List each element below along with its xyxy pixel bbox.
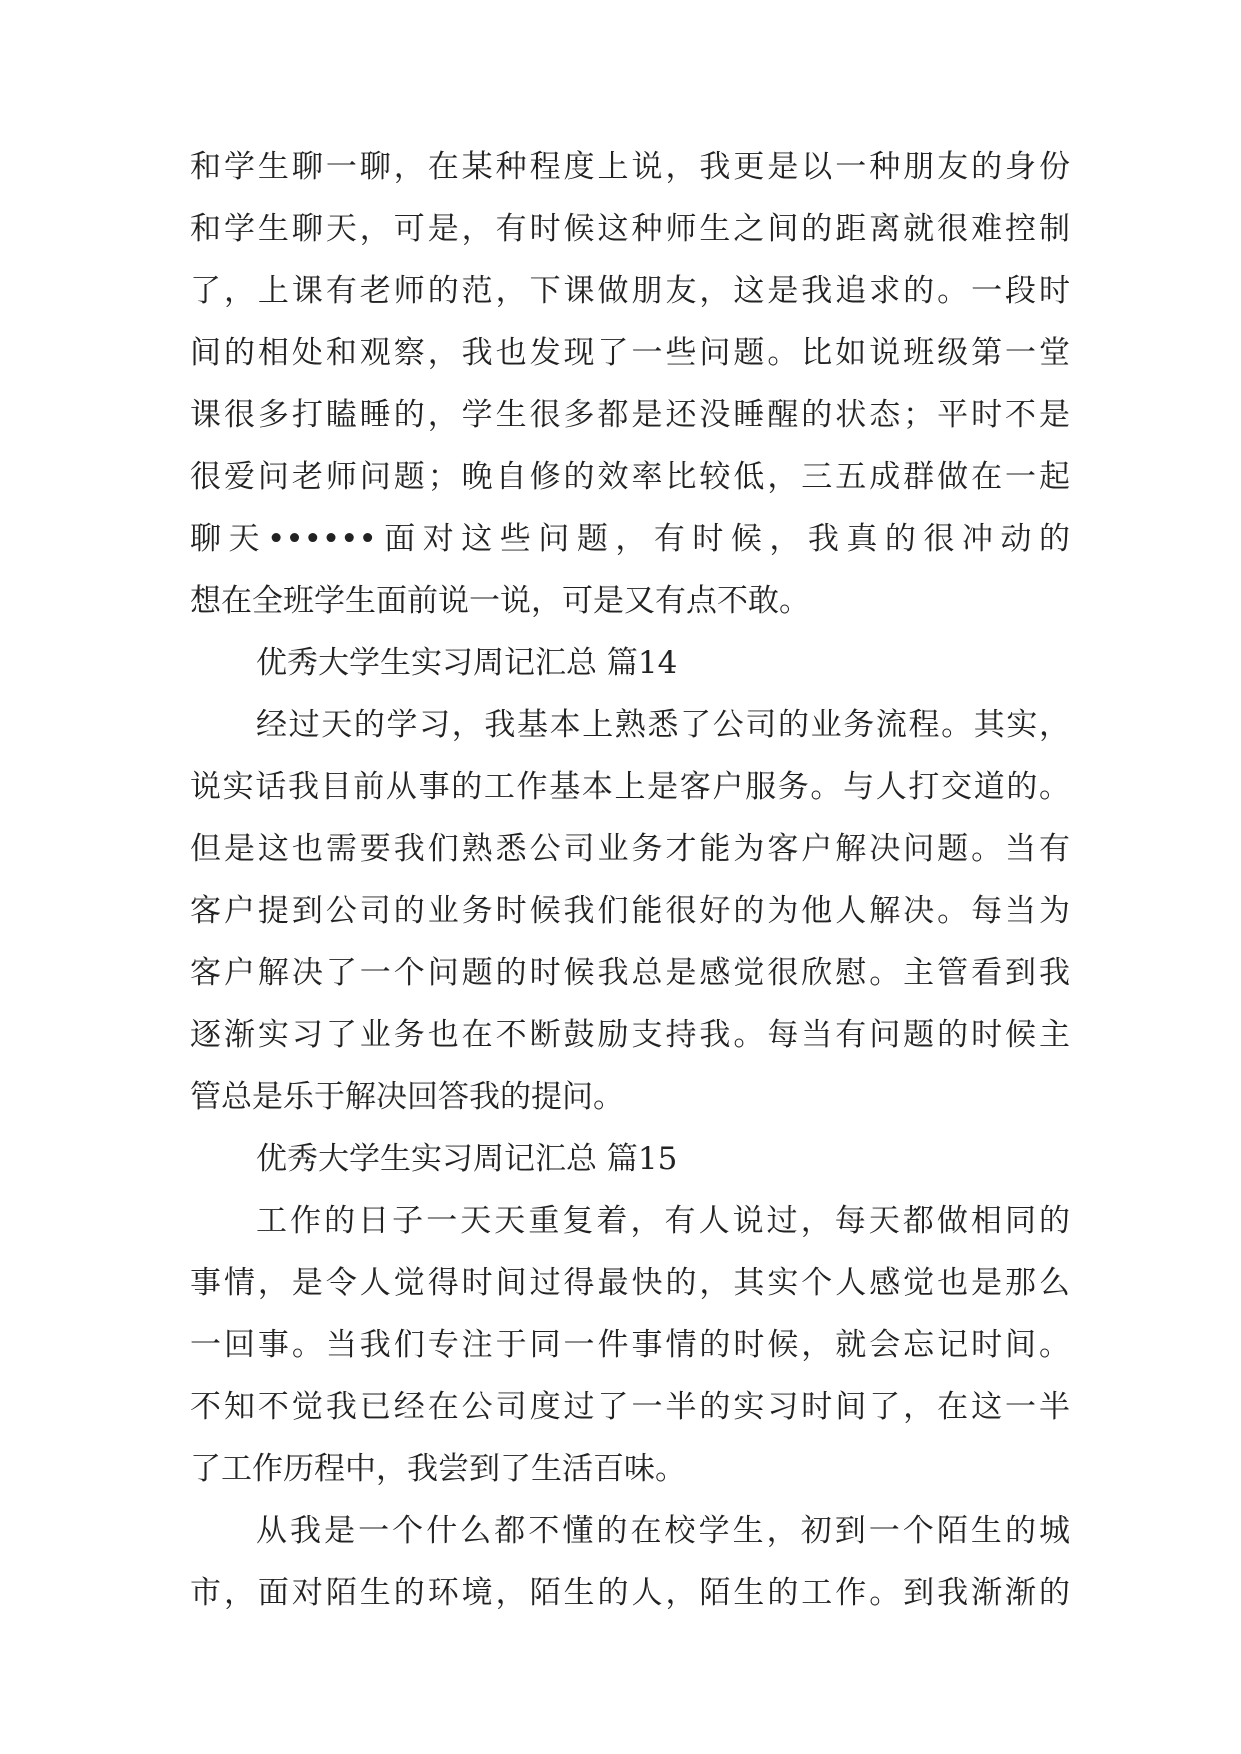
text-line: 课很多打瞌睡的，学生很多都是还没睡醒的状态；平时不是	[190, 397, 1070, 433]
text-line: 客户解决了一个问题的时候我总是感觉很欣慰。主管看到我	[190, 955, 1070, 991]
text-line: 客户提到公司的业务时候我们能很好的为他人解决。每当为	[190, 893, 1070, 929]
text-line: 市，面对陌生的环境，陌生的人，陌生的工作。到我渐渐的	[190, 1575, 1070, 1611]
text-line: 管总是乐于解决回答我的提问。	[190, 1079, 624, 1115]
text-line: 了工作历程中，我尝到了生活百味。	[190, 1451, 686, 1487]
text-line: 很爱问老师问题；晚自修的效率比较低，三五成群做在一起	[190, 459, 1070, 495]
text-line: 不知不觉我已经在公司度过了一半的实习时间了，在这一半	[190, 1389, 1070, 1425]
text-line: 和学生聊一聊，在某种程度上说，我更是以一种朋友的身份	[190, 149, 1070, 185]
text-line: 事情，是令人觉得时间过得最快的，其实个人感觉也是那么	[190, 1265, 1070, 1301]
text-line: 聊天••••••面对这些问题，有时候，我真的很冲动的	[190, 521, 1070, 557]
text-line: 逐渐实习了业务也在不断鼓励支持我。每当有问题的时候主	[190, 1017, 1070, 1053]
text-line: 间的相处和观察，我也发现了一些问题。比如说班级第一堂	[190, 335, 1070, 371]
section-heading: 优秀大学生实习周记汇总 篇15	[256, 1141, 678, 1177]
text-line: 经过天的学习，我基本上熟悉了公司的业务流程。其实，	[256, 707, 1070, 743]
text-line: 一回事。当我们专注于同一件事情的时候，就会忘记时间。	[190, 1327, 1070, 1363]
text-line: 和学生聊天，可是，有时候这种师生之间的距离就很难控制	[190, 211, 1070, 247]
text-line: 想在全班学生面前说一说，可是又有点不敢。	[190, 583, 810, 619]
section-heading: 优秀大学生实习周记汇总 篇14	[256, 645, 678, 681]
text-line: 说实话我目前从事的工作基本上是客户服务。与人打交道的。	[190, 769, 1070, 805]
text-line: 但是这也需要我们熟悉公司业务才能为客户解决问题。当有	[190, 831, 1070, 867]
text-line: 了，上课有老师的范，下课做朋友，这是我追求的。一段时	[190, 273, 1070, 309]
text-line: 工作的日子一天天重复着，有人说过，每天都做相同的	[256, 1203, 1070, 1239]
text-line: 从我是一个什么都不懂的在校学生，初到一个陌生的城	[256, 1513, 1070, 1549]
